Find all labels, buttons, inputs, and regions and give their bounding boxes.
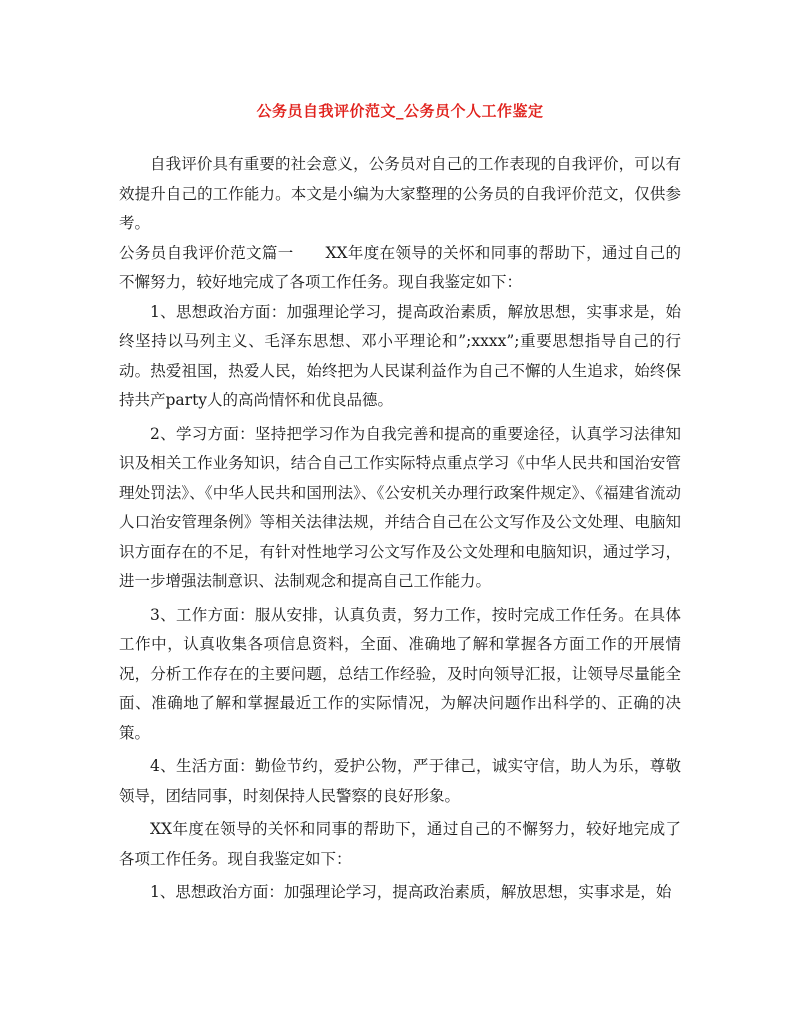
- paragraph-political: 1、思想政治方面：加强理论学习，提高政治素质，解放思想，实事求是，始终坚持以马列主义、毛泽东思想、邓小平理论和”;xxxx”;重要思想指导自己的行动。热爱祖国，热爱人民，始终把为人民谋利益作为自己不懈的人生追求，始终保持共产party人的高尚情怀和优良品德。: [119, 302, 681, 409]
- paragraph-work: 3、工作方面：服从安排，认真负责，努力工作，按时完成工作任务。在具体工作中，认真收集各项信息资料，全面、准确地了解和掌握各方面工作的开展情况，分析工作存在的主要问题，总结工作经验，及时向领导汇报，让领导尽量能全面、准确地了解和掌握最近工作的实际情况，为解决问题作出科学的、正确的决策。: [119, 605, 681, 742]
- paragraph-year-summary: XX年度在领导的关怀和同事的帮助下，通过自己的不懈努力，较好地完成了各项工作任务。现自我鉴定如下：: [119, 820, 681, 868]
- paragraph-intro: 自我评价具有重要的社会意义，公务员对自己的工作表现的自我评价，可以有效提升自己的工作能力。本文是小编为大家整理的公务员的自我评价范文，仅供参考。: [119, 155, 681, 232]
- paragraph-life: 4、生活方面：勤俭节约，爱护公物，严于律己，诚实守信，助人为乐，尊敬领导，团结同事，时刻保持人民警察的良好形象。: [119, 757, 681, 805]
- document-title: 公务员自我评价范文_公务员个人工作鉴定: [256, 102, 544, 120]
- paragraph-study: 2、学习方面：坚持把学习作为自我完善和提高的重要途径，认真学习法律知识及相关工作业务知识，结合自己工作实际特点重点学习《中华人民共和国治安管理处罚法》、《中华人民共和国刑法》、《公安机关办理行政案件规定》、《福建省流动人口治安管理条例》等相关法律法规，并结合自己在公文写作及公文处理、电脑知识方面存在的不足，有针对性地学习公文写作及公文处理和电脑知识，通过学习，进一步增强法制意识、法制观念和提高自己工作能力。: [119, 424, 681, 590]
- paragraph-sample-one-heading: 公务员自我评价范文篇一 XX年度在领导的关怀和同事的帮助下，通过自己的不懈努力，较好地完成了各项工作任务。现自我鉴定如下：: [119, 243, 681, 291]
- document-body: [119, 150, 681, 908]
- paragraph-political-repeat: 1、思想政治方面：加强理论学习，提高政治素质，解放思想，实事求是，始: [150, 883, 672, 901]
